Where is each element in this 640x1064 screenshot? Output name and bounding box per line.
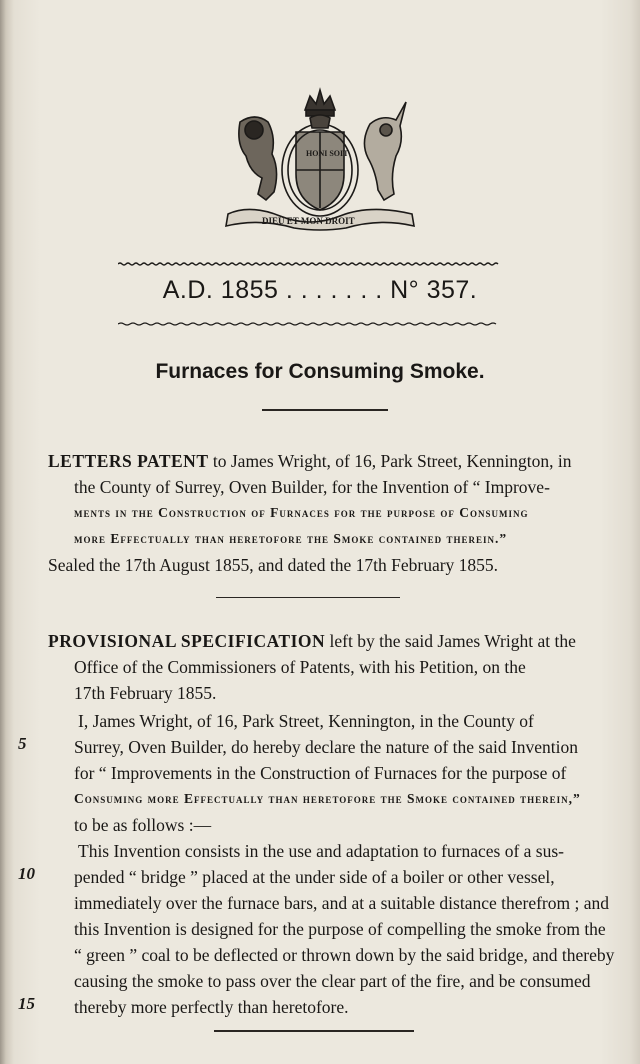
body-line: pended “ bridge ” placed at the under side of a boiler or other vessel, [74, 867, 555, 887]
sealed-date-line: Sealed the 17th August 1855, and dated the 17th February 1855. [48, 555, 499, 575]
top-ornamental-rule [118, 262, 500, 266]
provisional-spec-lead: PROVISIONAL SPECIFICATION [48, 631, 326, 651]
patent-title: Furnaces for Consuming Smoke. [155, 360, 485, 383]
bottom-ornamental-rule [118, 322, 500, 326]
body-line: thereby more perfectly than heretofore. [74, 997, 349, 1017]
title-divider [262, 409, 388, 411]
letters-patent-lead: LETTERS PATENT [48, 451, 209, 471]
body-line: to be as follows :— [74, 815, 212, 835]
provisional-spec-section [48, 628, 588, 706]
body-line: immediately over the furnace bars, and at a suitable distance therefrom ; and [74, 893, 609, 913]
end-rule [214, 1030, 414, 1032]
body-line: This Invention consists in the use and adaptation to furnaces of a sus- [78, 841, 565, 861]
body-line: I, James Wright, of 16, Park Street, Kennington, in the County of [78, 711, 534, 731]
body-line: this Invention is designed for the purpose of compelling the smoke from the [74, 919, 606, 939]
provisional-line-3: 17th February 1855. [74, 683, 217, 703]
motto-dieu: DIEU ET MON DROIT [262, 216, 355, 226]
motto-honi: HONI SOIT [306, 149, 349, 158]
patent-number-line: A.D. 1855 . . . . . . . N° 357. [162, 276, 478, 304]
body-line: Consuming more Effectually than heretofore the Smoke contained therein,” [74, 791, 581, 806]
line-number-5: 5 [18, 734, 27, 753]
letters-patent-line-4: more Effectually than heretofore the Smoke contained therein.” [74, 531, 508, 546]
royal-coat-of-arms [210, 82, 430, 232]
line-number-10: 10 [18, 864, 35, 883]
specification-body [48, 708, 615, 1020]
letters-patent-line-2: the County of Surrey, Oven Builder, for the Invention of “ Improve- [74, 477, 550, 497]
section-divider [216, 597, 400, 598]
body-line: “ green ” coal to be deflected or thrown down by the said bridge, and thereby [74, 945, 615, 965]
provisional-line-1: left by the said James Wright at the [325, 631, 576, 651]
provisional-line-2: Office of the Commissioners of Patents, with his Petition, on the [74, 657, 526, 677]
letters-patent-line-3: ments in the Construction of Furnaces for the purpose of Consuming [74, 505, 529, 520]
letters-patent-line-1: to James Wright, of 16, Park Street, Kennington, in [208, 451, 572, 471]
letters-patent-section [48, 448, 588, 578]
body-line: for “ Improvements in the Construction of Furnaces for the purpose of [74, 763, 567, 783]
line-number-15: 15 [18, 994, 35, 1013]
body-line: causing the smoke to pass over the clear part of the fire, and be consumed [74, 971, 591, 991]
body-line: Surrey, Oven Builder, do hereby declare the nature of the said Invention [74, 737, 579, 757]
